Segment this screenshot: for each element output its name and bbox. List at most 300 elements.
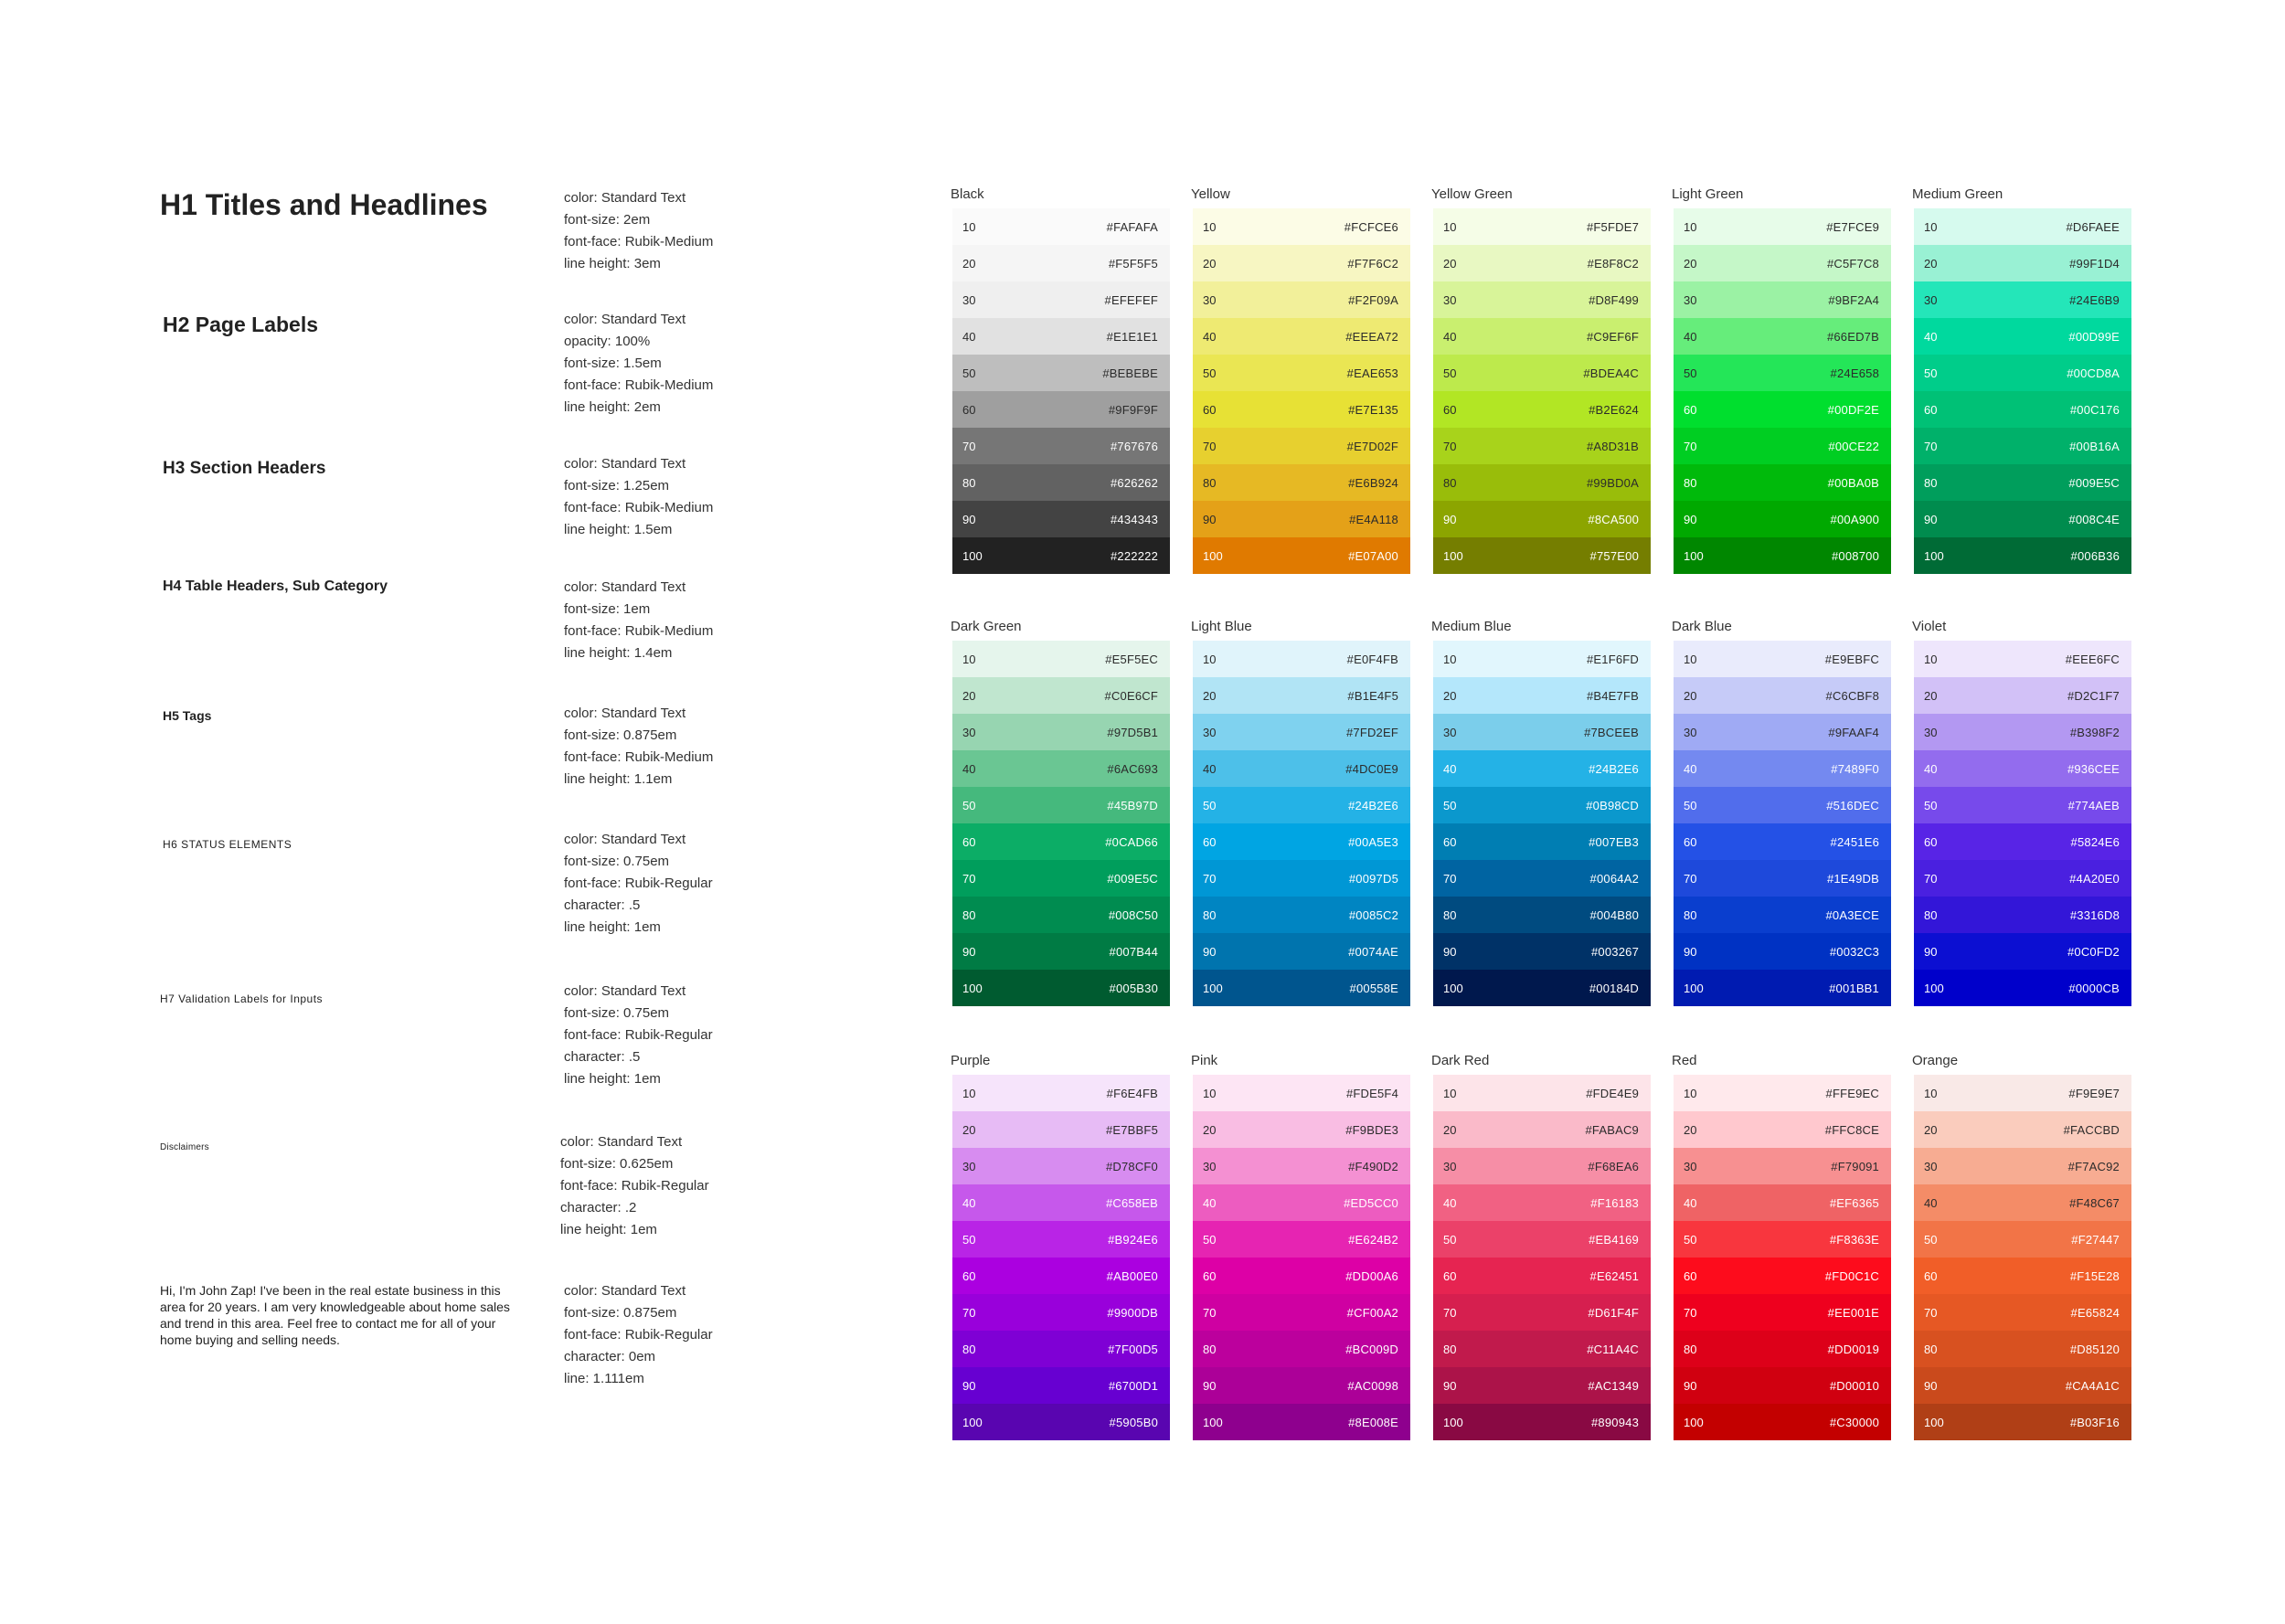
body-text-sample: Hi, I'm John Zap! I've been in the real estate business in this area for 20 years. I am very knowledgeable about home sales and trend in this area. Feel free to contact me for all of your home buying and selling needs. — [160, 1283, 510, 1347]
swatch-step: 30 — [1443, 725, 1457, 739]
color-swatch — [1433, 537, 1651, 574]
color-swatch — [1433, 860, 1651, 897]
color-swatch — [1433, 245, 1651, 281]
swatch-hex: #DD0019 — [1827, 1342, 1879, 1356]
swatch-hex: #3316D8 — [2069, 908, 2120, 922]
swatch-hex: #C11A4C — [1587, 1342, 1639, 1356]
swatch-hex: #F27447 — [2071, 1232, 2120, 1247]
color-swatch — [1193, 1148, 1410, 1184]
color-swatch — [1914, 750, 2131, 787]
swatch-step: 40 — [962, 761, 976, 776]
palette-title: Black — [951, 186, 984, 202]
swatch-step: 60 — [962, 834, 976, 849]
swatch-step: 70 — [1684, 871, 1697, 886]
swatch-step: 90 — [1443, 944, 1457, 959]
color-swatch — [1433, 1294, 1651, 1331]
swatch-hex: #E7FCE9 — [1826, 219, 1879, 234]
color-swatch — [952, 1258, 1170, 1294]
color-swatch — [952, 970, 1170, 1006]
color-swatch — [1433, 823, 1651, 860]
swatch-step: 20 — [1203, 256, 1217, 271]
swatch-step: 10 — [1684, 1086, 1697, 1100]
swatch-hex: #BDEA4C — [1583, 366, 1639, 380]
swatch-step: 90 — [1443, 512, 1457, 526]
color-swatch — [1433, 970, 1651, 1006]
swatch-step: 40 — [1684, 1195, 1697, 1210]
swatch-hex: #F7AC92 — [2067, 1159, 2120, 1173]
color-swatch — [1674, 897, 1891, 933]
swatch-hex: #00C176 — [2069, 402, 2120, 417]
swatch-hex: #004B80 — [1589, 908, 1639, 922]
swatch-step: 80 — [1684, 908, 1697, 922]
color-swatch — [952, 1367, 1170, 1404]
swatch-step: 50 — [962, 1232, 976, 1247]
swatch-hex: #00558E — [1349, 981, 1398, 995]
swatch-hex: #D78CF0 — [1105, 1159, 1158, 1173]
color-swatch — [952, 1148, 1170, 1184]
swatch-step: 10 — [1924, 1086, 1938, 1100]
color-swatch — [1433, 391, 1651, 428]
swatch-step: 10 — [1684, 219, 1697, 234]
swatch-step: 10 — [1924, 219, 1938, 234]
swatch-step: 10 — [1203, 219, 1217, 234]
swatch-step: 90 — [1924, 944, 1938, 959]
swatch-hex: #757E00 — [1589, 548, 1639, 563]
swatch-list — [1674, 1075, 1891, 1440]
swatch-hex: #D61F4F — [1588, 1305, 1639, 1320]
color-swatch — [952, 318, 1170, 355]
color-swatch — [1193, 1075, 1410, 1111]
swatch-hex: #009E5C — [2068, 475, 2120, 490]
swatch-step: 20 — [962, 256, 976, 271]
color-swatch — [1433, 355, 1651, 391]
color-swatch — [952, 1331, 1170, 1367]
swatch-step: 40 — [1684, 761, 1697, 776]
color-swatch — [1193, 1404, 1410, 1440]
swatch-hex: #FABAC9 — [1585, 1122, 1639, 1137]
swatch-hex: #6700D1 — [1108, 1378, 1158, 1393]
swatch-hex: #BEBEBE — [1102, 366, 1158, 380]
swatch-hex: #008C4E — [2068, 512, 2120, 526]
swatch-hex: #7FD2EF — [1345, 725, 1398, 739]
h7-sample: H7 Validation Labels for Inputs — [160, 992, 324, 1005]
swatch-step: 70 — [1443, 1305, 1457, 1320]
color-swatch — [1433, 1148, 1651, 1184]
color-swatch — [1674, 1148, 1891, 1184]
swatch-hex: #FD0C1C — [1824, 1268, 1879, 1283]
h6-sample: H6 STATUS ELEMENTS — [163, 838, 292, 851]
palette-light-green — [1672, 186, 1891, 574]
swatch-step: 80 — [1203, 1342, 1217, 1356]
h4-sample: H4 Table Headers, Sub Category — [163, 578, 388, 594]
color-swatch — [1914, 1148, 2131, 1184]
spec-line: line: 1.111em — [564, 1371, 644, 1386]
spec-line: font-face: Rubik-Regular — [564, 1027, 713, 1043]
swatch-step: 70 — [1203, 1305, 1217, 1320]
swatch-step: 70 — [1443, 871, 1457, 886]
color-swatch — [1193, 208, 1410, 245]
swatch-step: 100 — [1924, 1415, 1944, 1429]
swatch-hex: #CA4A1C — [2065, 1378, 2120, 1393]
color-swatch — [952, 641, 1170, 677]
swatch-hex: #E7E135 — [1348, 402, 1398, 417]
swatch-hex: #E7D02F — [1346, 439, 1398, 453]
swatch-hex: #E4A118 — [1349, 512, 1398, 526]
swatch-hex: #009E5C — [1107, 871, 1158, 886]
color-swatch — [1674, 1075, 1891, 1111]
swatch-step: 90 — [1684, 512, 1697, 526]
spec-line: font-face: Rubik-Medium — [564, 377, 714, 393]
color-swatch — [1674, 391, 1891, 428]
color-swatch — [1193, 1258, 1410, 1294]
swatch-step: 20 — [962, 688, 976, 703]
swatch-step: 40 — [1443, 1195, 1457, 1210]
swatch-step: 60 — [1443, 1268, 1457, 1283]
swatch-hex: #E9EBFC — [1824, 652, 1879, 666]
color-swatch — [1193, 933, 1410, 970]
swatch-step: 90 — [1203, 944, 1217, 959]
swatch-step: 90 — [1684, 944, 1697, 959]
swatch-step: 100 — [1203, 1415, 1223, 1429]
spec-line: font-size: 0.75em — [564, 1005, 670, 1021]
swatch-hex: #F8363E — [1829, 1232, 1879, 1247]
color-swatch — [1914, 1075, 2131, 1111]
palette-dark-blue — [1672, 619, 1891, 1006]
swatch-hex: #936CEE — [2067, 761, 2120, 776]
color-swatch — [1674, 501, 1891, 537]
color-swatch — [952, 391, 1170, 428]
color-swatch — [952, 245, 1170, 281]
spec-line: font-face: Rubik-Medium — [564, 234, 714, 249]
color-swatch — [1674, 714, 1891, 750]
swatch-hex: #F9BDE3 — [1345, 1122, 1398, 1137]
color-swatch — [1433, 501, 1651, 537]
palette-pink — [1191, 1053, 1410, 1440]
color-swatch — [1433, 464, 1651, 501]
swatch-hex: #ED5CC0 — [1344, 1195, 1398, 1210]
spec-line: font-face: Rubik-Regular — [564, 1327, 713, 1343]
swatch-hex: #AC1349 — [1588, 1378, 1639, 1393]
swatch-hex: #9F9F9F — [1108, 402, 1158, 417]
swatch-list — [1433, 1075, 1651, 1440]
color-swatch — [1193, 537, 1410, 574]
color-swatch — [1193, 355, 1410, 391]
swatch-step: 20 — [1924, 256, 1938, 271]
swatch-step: 30 — [1684, 292, 1697, 307]
swatch-step: 30 — [962, 1159, 976, 1173]
body-text-specs — [564, 1280, 713, 1390]
swatch-hex: #767676 — [1110, 439, 1158, 453]
spec-line: line height: 1.1em — [564, 771, 673, 787]
spec-line: opacity: 100% — [564, 334, 651, 349]
swatch-step: 50 — [1443, 366, 1457, 380]
swatch-step: 50 — [1443, 798, 1457, 812]
swatch-hex: #0B98CD — [1586, 798, 1639, 812]
color-swatch — [1914, 897, 2131, 933]
swatch-hex: #8E008E — [1348, 1415, 1398, 1429]
color-swatch — [1914, 970, 2131, 1006]
color-swatch — [1193, 641, 1410, 677]
swatch-hex: #EB4169 — [1589, 1232, 1639, 1247]
color-swatch — [952, 537, 1170, 574]
swatch-hex: #0064A2 — [1589, 871, 1639, 886]
palette-violet — [1912, 619, 2131, 1006]
swatch-hex: #D00010 — [1829, 1378, 1879, 1393]
color-swatch — [1193, 1221, 1410, 1258]
palette-purple — [951, 1053, 1170, 1440]
spec-line: line height: 1em — [564, 1071, 661, 1087]
color-swatch — [1433, 208, 1651, 245]
swatch-hex: #00D99E — [2068, 329, 2120, 344]
swatch-step: 100 — [962, 548, 983, 563]
swatch-step: 90 — [1203, 1378, 1217, 1393]
swatch-hex: #0085C2 — [1348, 908, 1398, 922]
color-swatch — [1674, 1404, 1891, 1440]
swatch-hex: #8CA500 — [1588, 512, 1639, 526]
swatch-step: 90 — [962, 944, 976, 959]
color-swatch — [1433, 1367, 1651, 1404]
swatch-step: 20 — [1684, 688, 1697, 703]
swatch-step: 70 — [962, 871, 976, 886]
swatch-list — [1914, 641, 2131, 1006]
swatch-hex: #008700 — [1831, 548, 1879, 563]
swatch-hex: #F7F6C2 — [1347, 256, 1398, 271]
swatch-hex: #24B2E6 — [1348, 798, 1398, 812]
spec-line: color: Standard Text — [564, 706, 686, 721]
swatch-step: 50 — [1684, 366, 1697, 380]
color-swatch — [1674, 1294, 1891, 1331]
color-swatch — [1193, 318, 1410, 355]
spec-line: line height: 3em — [564, 256, 661, 271]
swatch-hex: #008C50 — [1108, 908, 1158, 922]
color-swatch — [1914, 537, 2131, 574]
color-swatch — [1674, 537, 1891, 574]
swatch-hex: #F68EA6 — [1588, 1159, 1639, 1173]
swatch-step: 40 — [1443, 329, 1457, 344]
swatch-step: 50 — [1203, 366, 1217, 380]
color-swatch — [1914, 787, 2131, 823]
swatch-list — [1193, 208, 1410, 574]
swatch-hex: #1E49DB — [1826, 871, 1879, 886]
swatch-hex: #FFE9EC — [1825, 1086, 1879, 1100]
swatch-hex: #00A900 — [1830, 512, 1879, 526]
swatch-step: 80 — [1443, 908, 1457, 922]
swatch-step: 50 — [1203, 1232, 1217, 1247]
swatch-hex: #4DC0E9 — [1345, 761, 1398, 776]
swatch-hex: #F6E4FB — [1106, 1086, 1158, 1100]
swatch-hex: #0C0FD2 — [2067, 944, 2120, 959]
spec-line: font-size: 0.625em — [560, 1156, 674, 1172]
swatch-step: 50 — [1203, 798, 1217, 812]
swatch-step: 20 — [1443, 688, 1457, 703]
swatch-step: 60 — [1443, 402, 1457, 417]
swatch-step: 100 — [962, 1415, 983, 1429]
swatch-step: 40 — [1443, 761, 1457, 776]
color-swatch — [1674, 1258, 1891, 1294]
h4-specs — [564, 577, 713, 664]
swatch-hex: #FAFAFA — [1106, 219, 1158, 234]
swatch-hex: #EFEFEF — [1104, 292, 1158, 307]
palette-title: Violet — [1912, 619, 1947, 634]
swatch-hex: #45B97D — [1107, 798, 1158, 812]
swatch-step: 20 — [1443, 1122, 1457, 1137]
swatch-hex: #F5FDE7 — [1586, 219, 1639, 234]
swatch-step: 30 — [1203, 292, 1217, 307]
spec-line: font-face: Rubik-Regular — [560, 1178, 709, 1194]
swatch-hex: #0CAD66 — [1105, 834, 1158, 849]
swatch-list — [952, 1075, 1170, 1440]
color-swatch — [1193, 897, 1410, 933]
h2-sample: H2 Page Labels — [163, 313, 319, 336]
disclaimer-specs — [560, 1131, 709, 1241]
swatch-step: 10 — [962, 1086, 976, 1100]
swatch-list — [1193, 641, 1410, 1006]
swatch-hex: #5824E6 — [2070, 834, 2120, 849]
palette-title: Dark Green — [951, 619, 1022, 634]
color-swatch — [1914, 281, 2131, 318]
swatch-hex: #24E658 — [1830, 366, 1879, 380]
color-swatch — [1674, 787, 1891, 823]
color-swatch — [1914, 1111, 2131, 1148]
spec-line: font-size: 1.25em — [564, 478, 670, 494]
swatch-hex: #9BF2A4 — [1828, 292, 1879, 307]
swatch-hex: #24E6B9 — [2069, 292, 2120, 307]
palette-black — [951, 186, 1170, 574]
color-swatch — [1193, 245, 1410, 281]
swatch-step: 30 — [1443, 292, 1457, 307]
swatch-step: 10 — [1203, 1086, 1217, 1100]
swatch-step: 30 — [1203, 1159, 1217, 1173]
swatch-step: 40 — [962, 329, 976, 344]
swatch-step: 60 — [1924, 1268, 1938, 1283]
swatch-step: 70 — [1443, 439, 1457, 453]
h5-specs — [564, 703, 713, 791]
swatch-step: 10 — [1203, 652, 1217, 666]
spec-line: color: Standard Text — [564, 579, 686, 595]
color-swatch — [1433, 281, 1651, 318]
swatch-step: 90 — [1684, 1378, 1697, 1393]
swatch-step: 30 — [1684, 1159, 1697, 1173]
h3-specs — [564, 453, 713, 541]
swatch-step: 80 — [1443, 475, 1457, 490]
color-swatch — [1674, 750, 1891, 787]
color-swatch — [1914, 318, 2131, 355]
color-swatch — [1433, 428, 1651, 464]
color-swatch — [952, 1221, 1170, 1258]
spec-line: line height: 2em — [564, 399, 661, 415]
swatch-hex: #A8D31B — [1586, 439, 1639, 453]
swatch-hex: #F48C67 — [2069, 1195, 2120, 1210]
color-swatch — [1674, 464, 1891, 501]
swatch-hex: #007B44 — [1109, 944, 1158, 959]
swatch-step: 20 — [1924, 1122, 1938, 1137]
swatch-hex: #E624B2 — [1348, 1232, 1398, 1247]
palette-red — [1672, 1053, 1891, 1440]
swatch-hex: #890943 — [1590, 1415, 1639, 1429]
swatch-step: 80 — [1203, 908, 1217, 922]
swatch-hex: #B1E4F5 — [1347, 688, 1398, 703]
h1-specs — [564, 187, 713, 275]
color-swatch — [1433, 750, 1651, 787]
swatch-hex: #66ED7B — [1826, 329, 1879, 344]
color-swatch — [1914, 1221, 2131, 1258]
swatch-hex: #EEE6FC — [2065, 652, 2120, 666]
palette-title: Dark Blue — [1672, 619, 1732, 634]
swatch-step: 60 — [962, 1268, 976, 1283]
swatch-hex: #CF00A2 — [1346, 1305, 1398, 1320]
color-swatch — [1914, 1258, 2131, 1294]
swatch-hex: #FACCBD — [2063, 1122, 2120, 1137]
palette-title: Red — [1672, 1053, 1697, 1068]
swatch-hex: #EAE653 — [1346, 366, 1398, 380]
spec-line: character: .5 — [564, 1049, 641, 1065]
color-swatch — [1433, 1184, 1651, 1221]
swatch-step: 60 — [1684, 1268, 1697, 1283]
swatch-step: 50 — [1924, 1232, 1938, 1247]
swatch-hex: #0074AE — [1348, 944, 1398, 959]
spec-line: font-size: 1em — [564, 601, 651, 617]
swatch-hex: #7489F0 — [1831, 761, 1879, 776]
swatch-hex: #0A3ECE — [1825, 908, 1879, 922]
swatch-hex: #99F1D4 — [2069, 256, 2120, 271]
color-swatch — [952, 428, 1170, 464]
color-swatch — [1674, 823, 1891, 860]
spec-line: color: Standard Text — [564, 312, 686, 327]
color-swatch — [1674, 245, 1891, 281]
swatch-hex: #00A5E3 — [1348, 834, 1398, 849]
color-swatch — [1433, 1404, 1651, 1440]
swatch-step: 60 — [962, 402, 976, 417]
swatch-hex: #626262 — [1110, 475, 1158, 490]
swatch-hex: #774AEB — [2067, 798, 2120, 812]
swatch-step: 70 — [962, 439, 976, 453]
swatch-hex: #222222 — [1110, 548, 1158, 563]
color-swatch — [1674, 933, 1891, 970]
swatch-step: 40 — [1203, 1195, 1217, 1210]
palette-dark-red — [1431, 1053, 1651, 1440]
palette-medium-blue — [1431, 619, 1651, 1006]
swatch-step: 40 — [1924, 761, 1938, 776]
color-swatch — [952, 933, 1170, 970]
h1-sample: H1 Titles and Headlines — [160, 188, 488, 221]
h6-specs — [564, 829, 713, 939]
swatch-step: 30 — [1684, 725, 1697, 739]
spec-line: font-size: 0.875em — [564, 727, 677, 743]
swatch-hex: #EF6365 — [1829, 1195, 1879, 1210]
palette-title: Yellow Green — [1431, 186, 1513, 202]
color-swatch — [1914, 245, 2131, 281]
spec-line: font-face: Rubik-Regular — [564, 876, 713, 891]
color-swatch — [1914, 641, 2131, 677]
swatch-step: 100 — [1203, 981, 1223, 995]
color-swatch — [1674, 641, 1891, 677]
swatch-step: 80 — [1443, 1342, 1457, 1356]
swatch-step: 50 — [962, 366, 976, 380]
swatch-hex: #F2F09A — [1348, 292, 1398, 307]
color-swatch — [1674, 208, 1891, 245]
swatch-step: 40 — [1203, 329, 1217, 344]
swatch-hex: #F9E9E7 — [2068, 1086, 2120, 1100]
swatch-hex: #F15E28 — [2069, 1268, 2120, 1283]
color-swatch — [1914, 355, 2131, 391]
swatch-hex: #0097D5 — [1348, 871, 1398, 886]
spec-line: line height: 1em — [560, 1222, 657, 1237]
swatch-step: 20 — [1203, 1122, 1217, 1137]
color-swatch — [1674, 1331, 1891, 1367]
color-swatch — [1674, 860, 1891, 897]
color-swatch — [1193, 501, 1410, 537]
h2-specs — [564, 309, 713, 419]
